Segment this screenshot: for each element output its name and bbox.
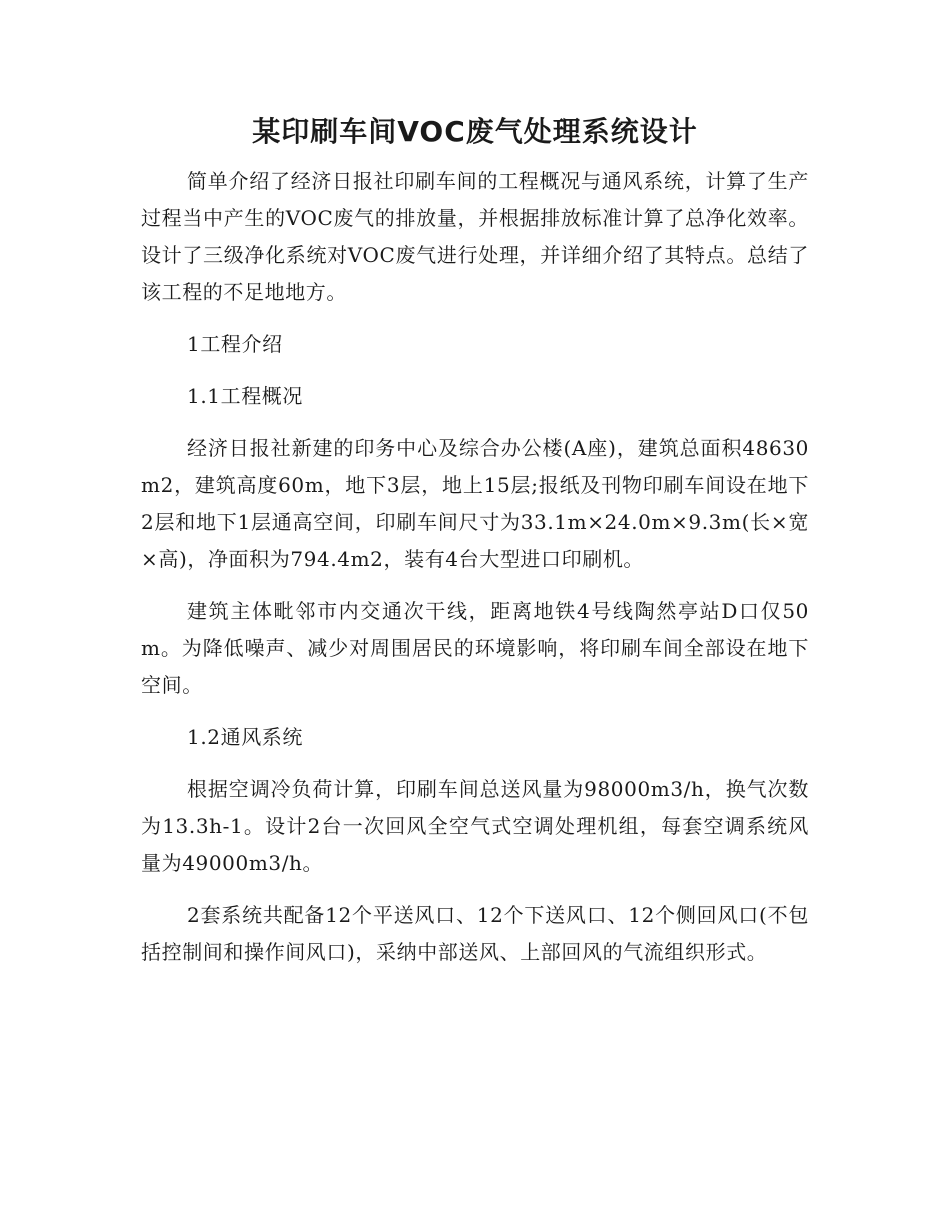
location-paragraph: 建筑主体毗邻市内交通次干线，距离地铁4号线陶然亭站D口仅50m。为降低噪声、减少对周围居民的环境影响，将印刷车间全部设在地下空间。: [141, 599, 809, 697]
document-body: [141, 163, 809, 986]
ventilation-paragraph: 根据空调冷负荷计算，印刷车间总送风量为98000m3/h，换气次数为13.3h-1。设计2台一次回风全空气式空调处理机组，每套空调系统风量为49000m3/h。: [141, 777, 809, 875]
abstract-paragraph: 简单介绍了经济日报社印刷车间的工程概况与通风系统，计算了生产过程当中产生的VOC废气的排放量，并根据排放标准计算了总净化效率。设计了三级净化系统对VOC废气进行处理，并详细介绍了其特点。总结了该工程的不足地地方。: [141, 169, 809, 304]
section-heading-1: 1工程介绍: [187, 332, 283, 356]
section-heading-1-2: 1.2通风系统: [187, 725, 304, 749]
air-outlets-paragraph: 2套系统共配备12个平送风口、12个下送风口、12个侧回风口(不包括控制间和操作间风口)，采纳中部送风、上部回风的气流组织形式。: [141, 903, 809, 964]
section-heading-1-1: 1.1工程概况: [187, 384, 304, 408]
project-overview-paragraph: 经济日报社新建的印务中心及综合办公楼(A座)，建筑总面积48630m2，建筑高度60m，地下3层，地上15层;报纸及刊物印刷车间设在地下2层和地下1层通高空间，印刷车间尺寸为33.1m×24.0m×9.3m(长×宽×高)，净面积为794.4m2，装有4台大型进口印刷机。: [141, 436, 809, 571]
document-title: 某印刷车间VOC废气处理系统设计: [252, 115, 698, 148]
